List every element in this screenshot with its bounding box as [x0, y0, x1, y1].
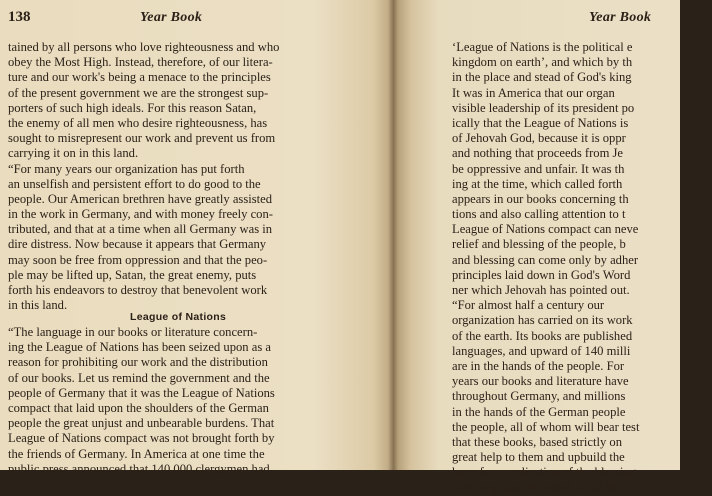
text-line: may soon be free from oppression and that the peo-: [8, 252, 268, 267]
text-line: tributed, and that at a time when all Germany was in: [8, 222, 273, 237]
text-line: porters of such high ideals. For this reason Satan,: [8, 100, 257, 115]
book-gutter: [388, 0, 398, 470]
text-line: of Jehovah God, because it is oppr: [452, 131, 626, 146]
text-line: ture and our work's being a menace to the principles: [8, 70, 271, 85]
text-line: people. Our American brethren have greatly assisted: [8, 191, 273, 206]
text-line: League of Nations compact was not brought forth by: [8, 431, 275, 446]
text-line: be oppressive and unfair. It was th: [452, 161, 625, 176]
text-line: ically that the League of Nations is: [452, 115, 629, 130]
text-line: of the earth. Its books are published: [452, 328, 633, 343]
text-line: relief and blessing of the people, b: [452, 237, 626, 252]
right-page: [393, 0, 680, 495]
text-line: and nothing that proceeds from Je: [452, 146, 624, 161]
text-line: tained by all persons who love righteousness and who: [8, 40, 280, 54]
text-line: that these books, based strictly on: [452, 434, 622, 449]
text-line: visible leadership of its president po: [452, 100, 635, 115]
text-line: obey the Most High. Instead, therefore, of our litera-: [8, 55, 273, 70]
text-line: appears in our books concerning th: [452, 191, 629, 206]
text-line: It was in America that our organ: [452, 85, 615, 100]
text-line: the enemy of all men who desire righteousness, has: [8, 115, 268, 130]
text-line: in the place and stead of God's king: [452, 70, 632, 85]
running-head-right: Year Book: [589, 10, 652, 25]
text-line: in the hands of the German people: [452, 404, 626, 419]
text-line: reason for prohibiting our work and the distribution: [8, 355, 268, 370]
text-line: of our books. Let us remind the government and the: [8, 370, 270, 385]
text-line: organization has carried on its work: [452, 313, 633, 328]
text-line: ing the League of Nations has been seized upon as a: [8, 340, 271, 355]
text-line: people of Germany that it was the League of Nations: [8, 385, 275, 400]
text-line: public press announced that 140,000 clergymen had: [8, 461, 270, 476]
running-head-left: Year Book: [140, 10, 203, 25]
text-line: years our books and literature have: [452, 374, 629, 389]
text-line: ner which Jehovah has pointed out.: [452, 283, 630, 297]
text-line: tions and also calling attention to t: [452, 207, 626, 222]
text-line: carrying it on in this land.: [8, 146, 139, 161]
text-line: “For many years our organization has put forth: [8, 161, 245, 176]
text-line: kingdom on earth’, and which by th: [452, 55, 633, 70]
text-line: of the present government we are the strongest sup-: [8, 85, 269, 100]
text-line: compact that laid upon the shoulders of the German: [8, 400, 269, 415]
text-line: in this land.: [8, 298, 68, 313]
left-paragraphs-top: [8, 40, 383, 313]
text-line: people the great unjust and unbearable burdens. That: [8, 416, 275, 431]
text-line: in the work in Germany, and with money freely con-: [8, 207, 273, 222]
section-heading: League of Nations: [130, 311, 227, 323]
text-line: and blessing can come only by adher: [452, 252, 639, 267]
text-line: languages, and upward of 140 milli: [452, 343, 631, 358]
text-line: the people, all of whom will bear test: [452, 419, 640, 434]
text-line: League of Nations compact can neve: [452, 222, 639, 237]
text-line: an unselfish and persistent effort to do good to the: [8, 176, 261, 191]
text-line: the friends of Germany. In America at one time the: [8, 446, 265, 461]
text-line: “For almost half a century our: [452, 298, 605, 313]
text-line: ing at the time, which called forth: [452, 176, 623, 191]
text-line: God long ago promised. In all th: [452, 480, 617, 495]
text-line: are in the hands of the people. For: [452, 358, 625, 373]
page-number: 138: [8, 9, 31, 25]
text-line: ‘League of Nations is the political e: [452, 40, 633, 54]
text-line: hope for a realization of the blessing: [452, 465, 636, 480]
text-line: ple may be lifted up, Satan, the great enemy, puts: [8, 267, 257, 282]
text-line: “The language in our books or literature concern-: [8, 325, 258, 339]
right-paragraphs: [452, 40, 712, 496]
text-line: dire distress. Now because it appears that Germany: [8, 237, 267, 252]
text-line: sought to misrepresent our work and prevent us from: [8, 131, 276, 146]
text-line: throughout Germany, and millions: [452, 389, 626, 404]
text-line: great help to them and upbuild the: [452, 450, 625, 465]
text-line: forth his endeavors to destroy that benevolent work: [8, 283, 268, 297]
text-line: principles laid down in God's Word: [452, 267, 631, 282]
left-paragraphs-bottom: [8, 325, 383, 477]
